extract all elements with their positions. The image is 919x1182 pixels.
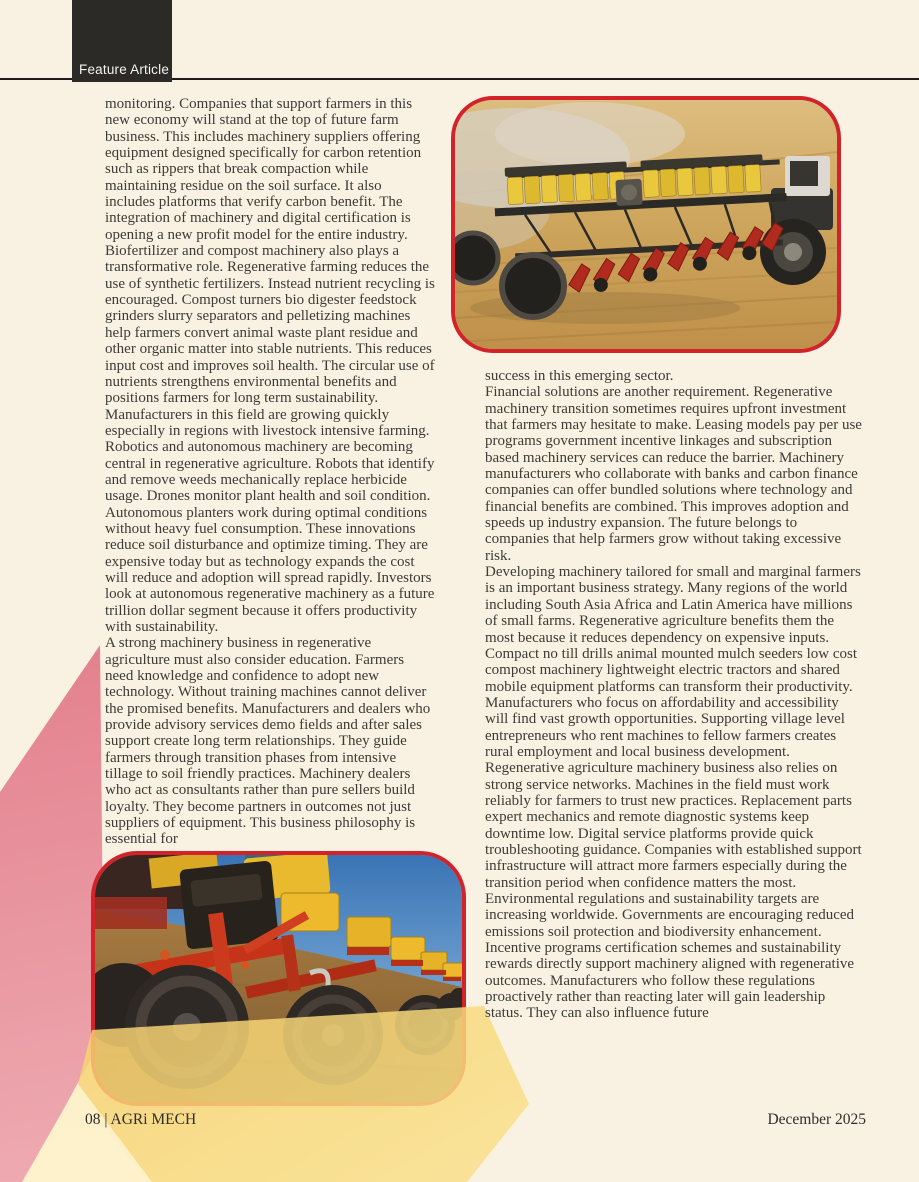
right-text-column bbox=[485, 368, 865, 1022]
article-paragraph: Environmental regulations and sustainability targets are increasing worldwide. Governments are encouraging reduced emissions soil protection and biodiversity enhancement. Incentive programs certification schemes and sustainability rewards directly support machinery aligned with regenerative outcomes. Manufacturers who follow these regulations proactively rather than reacting later will gain leadership status. They can also influence future bbox=[485, 891, 855, 1022]
article-paragraph: monitoring. Companies that support farmers in this new economy will stand at the top of future farm business. This includes machinery suppliers offering equipment designed specifically for carbon retention such as rippers that break compaction while maintaining residue on the soil surface. It also includes platforms that verify carbon benefit. The integration of machinery and digital certification is opening a new profit model for the entire industry. bbox=[105, 96, 422, 243]
article-paragraph: A strong machinery business in regenerative agriculture must also consider education. Farmers need knowledge and confidence to adopt new technology. Without training machines cannot deliver the promised benefits. Manufacturers and dealers who provide advisory services demo fields and after sales support create long term relationships. They guide farmers through transition phases from intensive tillage to soil friendly practices. Machinery dealers who act as consultants rather than pure sellers build loyalty. They become partners in outcomes not just suppliers of equipment. This business philosophy is essential for bbox=[105, 635, 431, 848]
feature-article-label: Feature Article bbox=[79, 62, 170, 77]
article-paragraph: success in this emerging sector. bbox=[485, 368, 674, 384]
feature-article-tag bbox=[72, 0, 172, 82]
article-paragraph: Financial solutions are another requirement. Regenerative machinery transition sometimes requires upfront investment that farmers may hesitate to make. Leasing models pay per use programs government incentive linkages and subscription based machinery services can reduce the barrier. Machinery manufacturers who collaborate with banks and carbon finance companies can offer bundled solutions where technology and financial benefits are combined. This improves adoption and speeds up industry expansion. The future belongs to companies that help farmers grow without taking excessive risk. bbox=[485, 384, 862, 564]
article-paragraph: Robotics and autonomous machinery are becoming central in regenerative agriculture. Robots that identify and remove weeds mechanically replace herbicide usage. Drones monitor plant health and soil condition. Autonomous planters work during optimal conditions without heavy fuel consumption. These innovations reduce soil disturbance and optimize timing. They are expensive today but as technology expands the cost will reduce and adoption will spread rapidly. Investors look at autonomous regenerative machinery as a future trillion dollar segment because it offers productivity with sustainability. bbox=[105, 439, 435, 635]
article-paragraph: Regenerative agriculture machinery business also relies on strong service networks. Machines in the field must work reliably for farmers to trust new practices. Replacement parts expert mechanics and remote diagnostic systems keep downtime low. Digital service platforms provide quick troubleshooting guidance. Companies with established support infrastructure will attract more farmers especially during the transition period when confidence matters the most. bbox=[485, 760, 862, 891]
article-paragraph: Biofertilizer and compost machinery also plays a transformative role. Regenerative farming reduces the use of synthetic fertilizers. Instead nutrient recycling is encouraged. Compost turners bio digester feedstock grinders slurry separators and pelletizing machines help farmers convert animal waste plant residue and other organic matter into stable nutrients. This reduces input cost and improves soil health. The circular use of nutrients strengthens environmental benefits and positions farmers for long term sustainability. Manufacturers in this field are growing quickly especially in regions with livestock intensive farming. bbox=[105, 243, 435, 439]
footer-page-number: 08 | AGRi MECH bbox=[85, 1111, 197, 1128]
left-text-column bbox=[105, 96, 435, 848]
article-paragraph: Developing machinery tailored for small and marginal farmers is an important business strategy. Many regions of the world including South Asia Africa and Latin America have millions of small farms. Regenerative agriculture benefits them the most because it reduces dependency on expensive inputs. Compact no till drills animal mounted mulch seeders low cost compost machinery lightweight electric tractors and shared mobile equipment platforms can transform their productivity. Manufacturers who focus on affordability and accessibility will find vast growth opportunities. Supporting village level entrepreneurs who rent machines to fellow farmers creates rural employment and local business development. bbox=[485, 564, 861, 760]
air-seeder-field-image bbox=[455, 100, 837, 349]
top-right-photo bbox=[451, 96, 841, 353]
footer-issue-date: December 2025 bbox=[767, 1111, 866, 1128]
